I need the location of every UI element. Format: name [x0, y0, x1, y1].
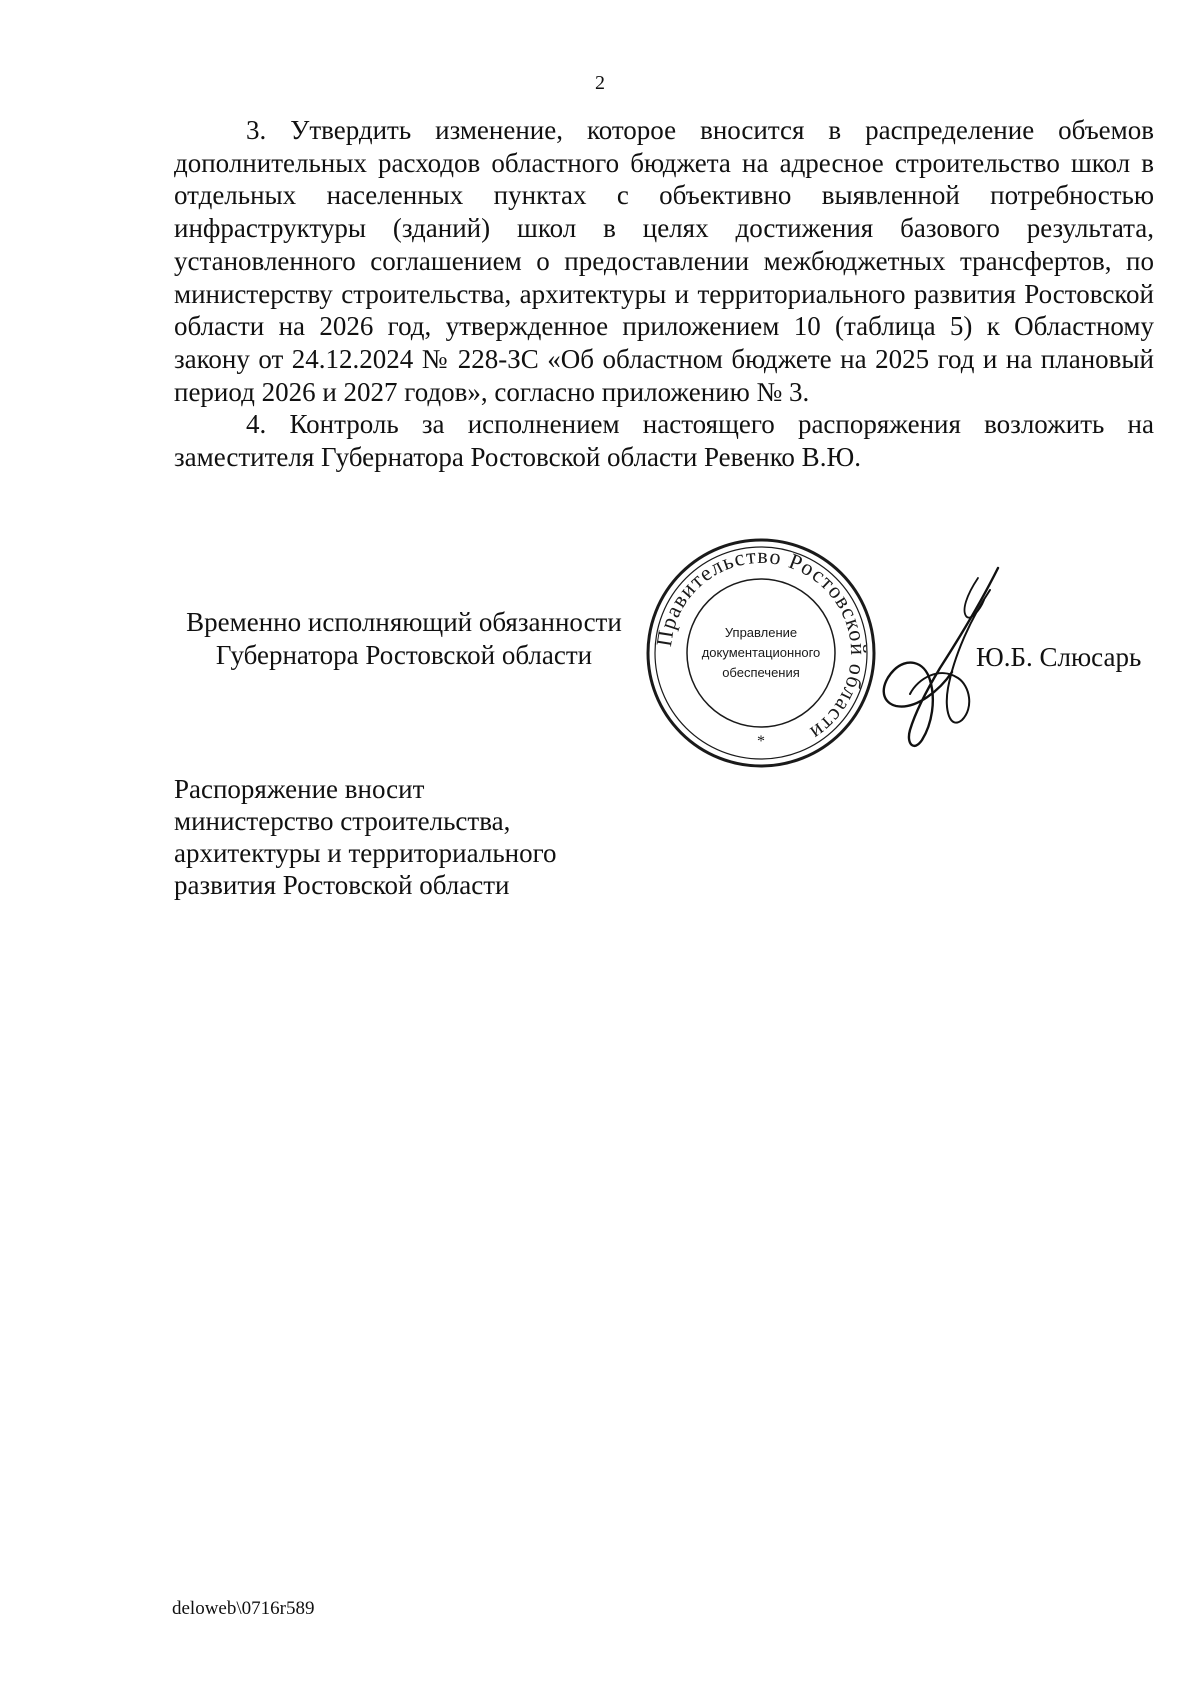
paragraph-3: 3. Утвердить изменение, которое вносится в распределение объемов дополнительных расходов областного бюджета на адресное строительство школ в отдельных населенных пунктах с объективно выявленной потребностью инфраструктуры (зданий) школ в целях достижения базового результата, установленного соглашением о предоставлении межбюджетных трансфертов, по министерству строительства, архитектуры и территориального развития Ростовской области на 2026 год, утвержденное приложением 10 (таблица 5) к Областному закону от 24.12.2024 № 228-ЗС «Об областном бюджете на 2025 год и на плановый период 2026 и 2027 годов», согласно приложению № 3. — [174, 115, 1154, 407]
signatory-name: Ю.Б. Слюсарь — [976, 642, 1142, 672]
official-seal — [645, 537, 877, 769]
submitter-line-1: Распоряжение вносит — [174, 774, 425, 804]
seal-star: * — [757, 733, 765, 750]
paragraph-4: 4. Контроль за исполнением настоящего распоряжения возложить на заместителя Губернатора Ростовской области Ревенко В.Ю. — [174, 409, 1154, 473]
submitter-block — [174, 773, 774, 901]
submitter-line-3: архитектуры и территориального — [174, 838, 557, 868]
seal-inner-line-1: Управление — [724, 625, 798, 640]
seal-outer-text: Правительство Ростовской области — [651, 542, 872, 747]
body-text — [174, 114, 1154, 474]
signatory-title-line-2: Губернатора Ростовской области — [215, 640, 593, 670]
signatory-title-line-1: Временно исполняющий обязанности — [186, 607, 622, 637]
seal-inner-line-2: документационного — [701, 645, 821, 660]
footer-document-code: deloweb\0716r589 — [172, 1598, 315, 1619]
submitter-line-2: министерство строительства, — [174, 806, 511, 836]
submitter-line-4: развития Ростовской области — [174, 870, 510, 900]
page-number: 2 — [595, 72, 605, 94]
seal-inner-line-3: обеспечения — [722, 665, 800, 680]
signatory-title — [174, 606, 634, 672]
